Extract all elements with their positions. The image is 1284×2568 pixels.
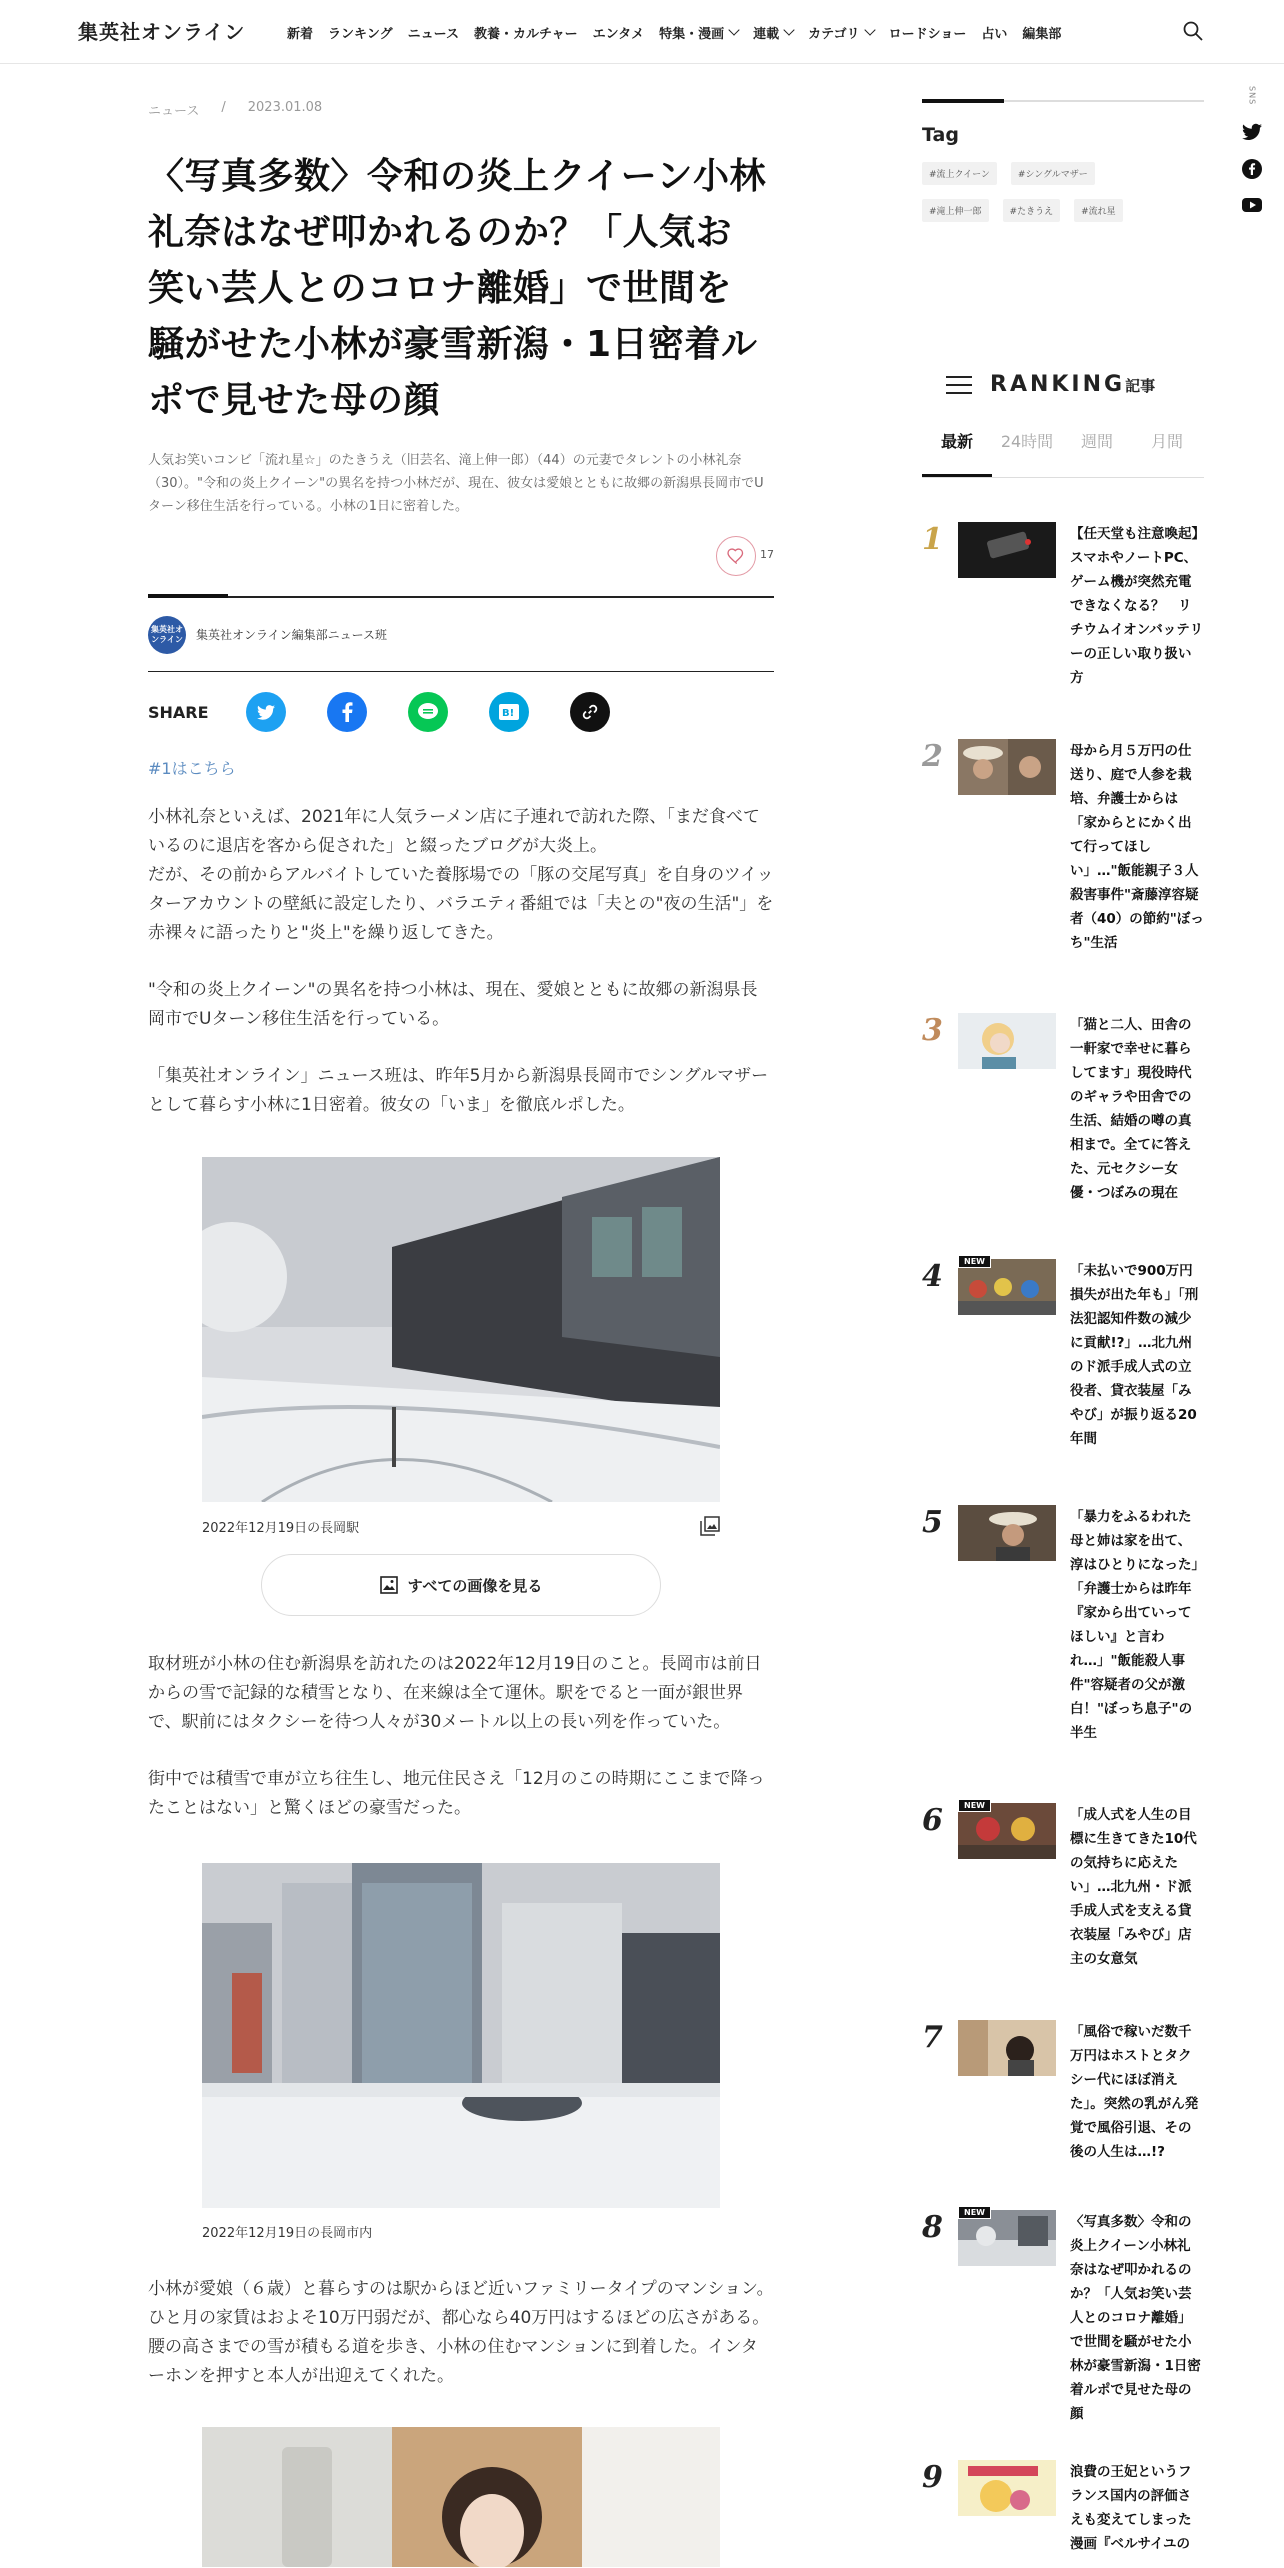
nav-item-serial[interactable] (753, 23, 793, 42)
twitter-icon (257, 705, 275, 720)
tag-chip[interactable]: #たきうえ (1003, 199, 1061, 222)
like-button[interactable] (716, 536, 756, 576)
ranking-tabs (922, 429, 1204, 478)
article-lead: 人気お笑いコンビ「流れ星☆」のたきうえ（旧芸名、滝上伸一郎）（44）の元妻でタレントの小林礼奈（30）。"令和の炎上クイーン"の異名を持つ小林だが、現在、彼女は愛娘とともに故郷の新潟県長岡市でUターン移住生活を行っている。小林の1日に密着した。 (148, 453, 764, 514)
ranking-item[interactable] (922, 1505, 1204, 1803)
rank-thumbnail (958, 2460, 1056, 2516)
article-title (148, 149, 774, 429)
author-block[interactable] (148, 598, 774, 672)
like-row (148, 536, 774, 576)
like-count: 17 (760, 548, 774, 561)
article-figure (202, 2427, 720, 2567)
nav-item-feature[interactable] (659, 23, 738, 42)
body-paragraph: 小林礼奈といえば、2021年に人気ラーメン店に子連れで訪れた際、「まだ食べているのに退店を客から促された」と綴ったブログが大炎上。 だが、その前からアルバイトしていた養豚場での「豚の交尾写真」を自身のツイッターアカウントの壁紙に設定したり、バラエティ番組では「夫との"夜の生活"」を赤裸々に語ったりと"炎上"を繰り返してきた。 (148, 807, 774, 943)
chevron-down-icon (864, 24, 875, 35)
rank-number: 1 (922, 522, 943, 557)
view-all-images-label: すべての画像を見る (407, 1576, 543, 1595)
new-badge: NEW (958, 1255, 991, 1268)
rank-title: 「暴力をふるわれた母と姉は家を出て、淳はひとりになった」「弁護士からは昨年『家から出ていってほしい』と言われ…」"飯能殺人事件"容疑者の父が激白！"ぼっち息子"の半生 (1070, 1509, 1199, 1741)
rank-thumbnail (958, 522, 1056, 578)
new-badge: NEW (958, 2206, 991, 2219)
nav-label: 特集・漫画 (659, 27, 725, 42)
rank-thumbnail (958, 1505, 1056, 1561)
ranking-item[interactable] (922, 2460, 1204, 2560)
nav-label: ランキング (328, 27, 393, 42)
title-line: 騒がせた小林が豪雪新潟・1日密着ル (148, 324, 758, 365)
share-facebook-button[interactable] (327, 692, 367, 732)
tag-chip[interactable]: #流上クイーン (922, 162, 997, 185)
breadcrumb-separator: / (221, 100, 226, 115)
breadcrumb (148, 100, 774, 119)
previous-page-link[interactable]: #1はこちら (148, 759, 236, 778)
line-icon (417, 702, 439, 722)
article-figure (202, 1863, 720, 2241)
photo-nagaoka-city[interactable] (202, 1863, 720, 2208)
tag-list (922, 162, 1152, 222)
nav-label: 連載 (753, 27, 780, 42)
nav-item-entame[interactable] (593, 23, 644, 42)
hatena-icon (499, 704, 519, 720)
photo-caption: 2022年12月19日の長岡市内 (202, 2226, 373, 2241)
article-date: 2023.01.08 (247, 100, 323, 115)
breadcrumb-category[interactable]: ニュース (148, 104, 200, 119)
photo-nagaoka-station[interactable] (202, 1157, 720, 1502)
share-line-button[interactable] (408, 692, 448, 732)
nav-item-fortune[interactable] (981, 23, 1007, 42)
nav-item-news[interactable] (408, 23, 459, 42)
rank-number: 4 (922, 1259, 943, 1294)
tab-24h[interactable]: 24時間 (1000, 432, 1054, 451)
nav-item-new[interactable] (287, 23, 313, 42)
avatar-text: 集英社オンライン (151, 624, 183, 644)
rank-thumbnail (958, 2020, 1056, 2076)
ranking-title (990, 372, 1155, 397)
ranking-title-text: RANKING (990, 372, 1126, 397)
nav-item-editorial[interactable] (1022, 23, 1061, 42)
photo-caption-row (202, 1516, 720, 1536)
rank-number: 5 (922, 1505, 943, 1540)
facebook-icon[interactable] (1242, 159, 1262, 179)
tag-chip[interactable]: #滝上伸一郎 (922, 199, 989, 222)
chevron-down-icon (783, 24, 794, 35)
ranking-item[interactable] (922, 1803, 1204, 2020)
rank-number: 3 (922, 1013, 943, 1048)
sns-strip (1240, 86, 1264, 213)
body-paragraph: 取材班が小林の住む新潟県を訪れたのは2022年12月19日のこと。長岡市は前日からの雪で記録的な積雪となり、在来線は全て運休。駅をでると一面が銀世界で、駅前にはタクシーを待つ人々が30メートル以上の長い列を作っていた。 (148, 1654, 762, 1732)
sidebar (922, 100, 1204, 2560)
rank-title: 「風俗で稼いだ数千万円はホストとタクシー代にほぼ消えた」。突然の乳がん発覚で風俗引退、その後の人生は…!? (1070, 2024, 1199, 2160)
rank-number: 2 (922, 739, 943, 774)
nav-label: 新着 (287, 27, 314, 42)
menu-lines-icon (946, 374, 972, 396)
tag-title: Tag (922, 124, 959, 146)
body-paragraph: 小林が愛娘（６歳）と暮らすのは駅からほど近いファミリータイプのマンション。ひと月の家賃はおよそ10万円弱だが、都心なら40万円はするほどの広さがある。腰の高さまでの雪が積もる道を歩き、小林の住むマンションに到着した。インターホンを押すと本人が出迎えてくれた。 (148, 2279, 774, 2386)
rank-title: 浪費の王妃というフランス国内の評価さえも変えてしまった漫画『ベルサイユの (1070, 2464, 1192, 2552)
search-icon[interactable] (1182, 20, 1204, 42)
nav-label: カテゴリ (808, 27, 860, 42)
author-divider (148, 596, 774, 598)
nav-item-ranking[interactable] (328, 23, 393, 42)
body-paragraph: 「集英社オンライン」ニュース班は、昨年5月から新潟県長岡市でシングルマザーとして暮らす小林に1日密着。彼女の「いま」を徹底ルポした。 (148, 1066, 769, 1115)
link-icon (581, 703, 599, 721)
rank-title: 〈写真多数〉令和の炎上クイーン小林礼奈はなぜ叩かれるのか？「人気お笑い芸人とのコロナ離婚」で世間を騒がせた小林が豪雪新潟・1日密着ルポで見せた母の顔 (1070, 2214, 1201, 2422)
ranking-item[interactable] (922, 1259, 1204, 1505)
ranking-item[interactable] (922, 2020, 1204, 2210)
view-all-images-button[interactable] (261, 1554, 661, 1616)
ranking-header (922, 372, 1204, 397)
nav-label: 占い (981, 27, 1008, 42)
ranking-title-suffix: 記事 (1125, 377, 1156, 395)
article (148, 100, 774, 2567)
tag-divider (922, 100, 1204, 102)
nav-item-category[interactable] (808, 23, 873, 42)
main-nav (287, 23, 1061, 42)
ranking-item[interactable] (922, 739, 1204, 1013)
photo-intercom[interactable] (202, 2427, 720, 2567)
nav-label: 編集部 (1022, 27, 1062, 42)
svg-text:B!: B! (502, 708, 515, 719)
twitter-icon[interactable] (1242, 123, 1262, 141)
gallery-icon[interactable] (700, 1516, 720, 1536)
share-label: SHARE (148, 702, 209, 722)
nav-label: ニュース (407, 27, 459, 42)
rank-number: 6 (922, 1803, 943, 1838)
ranking-item[interactable] (922, 2210, 1204, 2460)
rank-number: 7 (922, 2020, 943, 2055)
tab-latest[interactable]: 最新 (922, 429, 992, 477)
ranking-item[interactable] (922, 522, 1204, 739)
nav-label: 教養・カルチャー (474, 27, 578, 42)
tag-chip[interactable]: #流れ星 (1074, 199, 1123, 222)
tab-weekly[interactable]: 週間 (1080, 432, 1113, 451)
rank-title: 「猫と二人、田舎の一軒家で幸せに暮らしてます」現役時代のギャラや田舎での生活、結婚の噂の真相まで。全てに答えた、元セクシー女優・つぼみの現在 (1070, 1017, 1192, 1201)
site-header (0, 0, 1284, 64)
heart-icon (727, 548, 745, 564)
rank-title: 「成人式を人生の目標に生きてきた10代の気持ちに応えたい」…北九州・ド派手成人式を支える貸衣装屋「みやび」店主の女意気 (1070, 1807, 1197, 1967)
tag-chip[interactable]: #シングルマザー (1011, 162, 1095, 185)
body-paragraph: "令和の炎上クイーン"の異名を持つ小林は、現在、愛娘とともに故郷の新潟県長岡市でUターン移住生活を行っている。 (148, 980, 758, 1029)
chevron-down-icon (728, 24, 739, 35)
author-avatar (148, 616, 186, 654)
site-logo[interactable]: 集英社オンライン (78, 20, 246, 44)
share-twitter-button[interactable] (246, 692, 286, 732)
share-hatena-button[interactable] (489, 692, 529, 732)
new-badge: NEW (958, 1799, 991, 1812)
title-line: ポで見せた母の顔 (148, 380, 441, 421)
author-name: 集英社オンライン編集部ニュース班 (196, 628, 388, 642)
share-bar (148, 672, 774, 752)
body-paragraph: 街中では積雪で車が立ち往生し、地元住民さえ「12月のこの時期にここまで降ったことはない」と驚くほどの豪雪だった。 (148, 1769, 765, 1818)
ranking-item[interactable] (922, 1013, 1204, 1259)
rank-title: 「未払いで900万円損失が出た年も」「刑法犯認知件数の減少に貢献!?」…北九州のド派手成人式の立役者、貸衣装屋「みやび」が振り返る20年間 (1070, 1263, 1199, 1447)
rank-number: 8 (922, 2210, 943, 2245)
nav-item-roadshow[interactable] (889, 23, 967, 42)
sns-label: SNS (1247, 86, 1257, 106)
title-line: 笑い芸人とのコロナ離婚」で世間を (148, 268, 733, 309)
nav-item-culture[interactable] (474, 23, 578, 42)
photo-caption: 2022年12月19日の長岡駅 (202, 1520, 360, 1536)
article-figure (202, 1157, 720, 1616)
nav-label: ロードショー (888, 27, 967, 42)
nav-label: エンタメ (592, 27, 645, 42)
title-line: 〈写真多数〉令和の炎上クイーン小林 (148, 156, 766, 197)
tab-monthly[interactable]: 月間 (1150, 432, 1183, 451)
rank-thumbnail (958, 739, 1056, 795)
rank-title: 【任天堂も注意喚起】スマホやノートPC、ゲーム機が突然充電できなくなる？ リチウムイオンバッテリーの正しい取り扱い方 (1070, 526, 1204, 686)
title-line: 礼奈はなぜ叩かれるのか？「人気お (148, 212, 733, 253)
rank-number: 9 (922, 2460, 943, 2495)
rank-thumbnail (958, 1013, 1056, 1069)
facebook-icon (341, 702, 353, 722)
photo-caption-row (202, 2222, 720, 2241)
ranking-list (922, 522, 1204, 2560)
rank-title: 母から月５万円の仕送り、庭で人参を栽培、弁護士からは「家からとにかく出て行ってほしい」…"飯能親子３人殺害事件"斎藤淳容疑者（40）の節約"ぼっち"生活 (1070, 743, 1204, 951)
youtube-icon[interactable] (1242, 197, 1262, 213)
image-icon (380, 1576, 398, 1594)
copy-link-button[interactable] (570, 692, 610, 732)
